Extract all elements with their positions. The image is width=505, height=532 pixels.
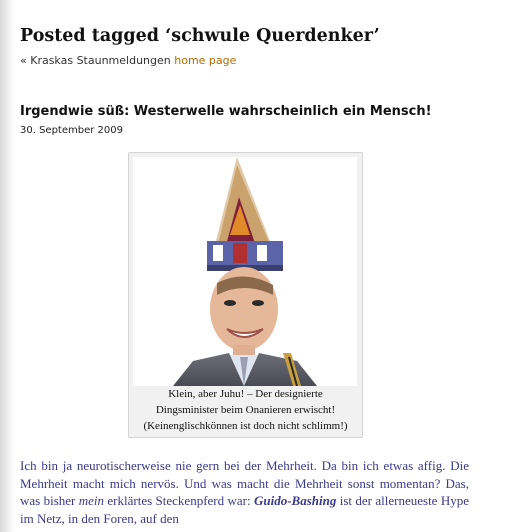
archive-title: Posted tagged ‘schwule Querdenker’ <box>20 26 380 46</box>
post-photo[interactable] <box>133 157 357 386</box>
portrait-illustration <box>133 157 357 386</box>
bold-italic-text: Guido-Bashing <box>253 493 337 508</box>
post-image-frame <box>128 152 363 438</box>
emphasis-text: mein <box>78 493 105 508</box>
back-link[interactable]: « Kraskas Staunmeldungen <box>20 54 171 67</box>
body-text-run: ist der allerneueste Hype im Netz, in den Foren, auf den <box>20 493 469 526</box>
body-text-run: Ich bin ja neurotischerweise nie gern bei der Mehrheit. Da bin ich etwas affig. Die Mehrheit macht mich nervös. Und was macht die Mehrheit sonst momentan? Das, was bisher <box>20 458 469 508</box>
body-text-run: erklärtes Steckenpferd war: <box>104 493 254 508</box>
breadcrumb <box>20 54 236 67</box>
post-body-paragraph <box>20 457 469 527</box>
home-page-link[interactable]: home page <box>174 54 237 67</box>
image-caption <box>131 386 360 434</box>
page-shadow <box>0 0 14 532</box>
post-date: 30. September 2009 <box>20 125 123 136</box>
post-title[interactable]: Irgendwie süß: Westerwelle wahrscheinlich ein Mensch! <box>20 104 432 119</box>
caption-line: (Keinenglischkönnen ist doch nicht schlimm!) <box>143 420 348 432</box>
caption-line: Klein, aber Juhu! – Der designierte <box>168 388 323 400</box>
caption-line: Dingsminister beim Onanieren erwischt! <box>155 404 336 416</box>
